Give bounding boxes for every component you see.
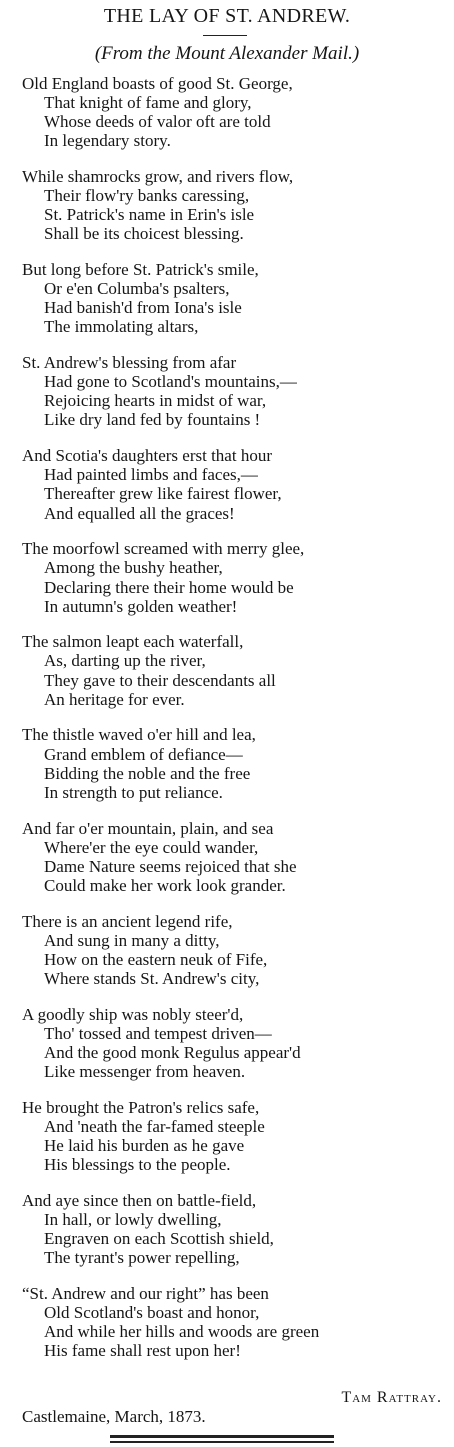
poem-line: Had painted limbs and faces,— [44, 465, 258, 485]
poem-line: His blessings to the people. [44, 1154, 231, 1174]
stanza [22, 446, 442, 522]
stanza [22, 539, 442, 615]
poem-line: Old England boasts of good St. George, [22, 74, 293, 93]
poem-line: Thereafter grew like fairest flower, [44, 484, 282, 504]
stanza [22, 260, 442, 336]
poem-line: And far o'er mountain, plain, and sea [22, 818, 274, 838]
poem-line: They gave to their descendants all [44, 670, 276, 690]
end-rule-thin [110, 1441, 334, 1443]
poem-line: Shall be its choicest blessing. [44, 224, 244, 244]
poem-line: “St. Andrew and our right” has been [22, 1283, 269, 1303]
poem-line: Tho' tossed and tempest driven— [44, 1023, 272, 1043]
poem-line: In legendary story. [44, 131, 171, 151]
poem-line: In strength to put reliance. [44, 782, 223, 802]
poem-line: The moorfowl screamed with merry glee, [22, 539, 305, 559]
poem-line: Bidding the noble and the free [44, 763, 251, 783]
poem-line: A goodly ship was nobly steer'd, [22, 1004, 244, 1024]
poem-line: The immolating altars, [44, 317, 199, 337]
poem-line: Or e'en Columba's psalters, [44, 279, 230, 299]
stanza [22, 819, 442, 895]
end-rule-thick [110, 1435, 334, 1438]
poem-line: And aye since then on battle-field, [22, 1190, 257, 1210]
poem-line: The tyrant's power repelling, [44, 1248, 240, 1268]
dateline: Castlemaine, March, 1873. [22, 1407, 206, 1426]
poem-line: There is an ancient legend rife, [22, 911, 233, 931]
poem-line: And Scotia's daughters erst that hour [22, 446, 272, 466]
poem-line: In autumn's golden weather! [44, 596, 238, 616]
poem-line: Old Scotland's boast and honor, [44, 1302, 260, 1322]
stanza [22, 1098, 442, 1174]
poem-line: Like messenger from heaven. [44, 1061, 246, 1081]
poem-line: While shamrocks grow, and rivers flow, [22, 167, 294, 187]
poem-line: And the good monk Regulus appear'd [44, 1042, 301, 1062]
poem-line: Like dry land fed by fountains ! [44, 410, 261, 430]
poem-line: St. Patrick's name in Erin's isle [44, 205, 255, 225]
poem-line: Where stands St. Andrew's city, [44, 968, 260, 988]
poem-line: Whose deeds of valor oft are told [44, 112, 271, 132]
poem-line: He laid his burden as he gave [44, 1135, 245, 1155]
poem-line: Declaring there their home would be [44, 577, 294, 597]
poem-line: Rejoicing hearts in midst of war, [44, 391, 267, 411]
poem-line: As, darting up the river, [44, 651, 206, 671]
poem-title: THE LAY OF ST. ANDREW. [103, 5, 351, 27]
stanza [22, 725, 442, 801]
stanza [22, 1005, 442, 1081]
stanza [22, 632, 442, 708]
poem-line: Had gone to Scotland's mountains,— [44, 372, 297, 392]
stanza [22, 1284, 442, 1360]
poem-line: How on the eastern neuk of Fife, [44, 949, 268, 969]
poem-line: But long before St. Patrick's smile, [22, 260, 259, 280]
poem-line: In hall, or lowly dwelling, [44, 1209, 222, 1229]
poem-line: And 'neath the far-famed steeple [44, 1116, 265, 1136]
poem-line: The salmon leapt each waterfall, [22, 632, 244, 652]
poem-line: Among the bushy heather, [44, 558, 223, 578]
poem-line: Dame Nature seems rejoiced that she [44, 856, 297, 876]
poem-line: And sung in many a ditty, [44, 930, 220, 950]
poem-line: The thistle waved o'er hill and lea, [22, 725, 256, 745]
stanza [22, 353, 442, 429]
stanza [22, 167, 442, 243]
author-signature: Tam Rattray. [341, 1389, 442, 1406]
stanza [22, 1191, 442, 1267]
poem-line: Had banish'd from Iona's isle [44, 298, 242, 318]
poem-line: Could make her work look grander. [44, 875, 286, 895]
poem-line: And equalled all the graces! [44, 503, 235, 523]
title-divider [203, 35, 247, 36]
poem-line: And while her hills and woods are green [44, 1322, 320, 1341]
stanza [22, 912, 442, 988]
poem-line: Their flow'ry banks caressing, [44, 186, 250, 206]
poem-line: Engraven on each Scottish shield, [44, 1228, 274, 1248]
source-attribution: (From the Mount Alexander Mail.) [94, 43, 360, 64]
poem-line: His fame shall rest upon her! [44, 1341, 241, 1361]
poem-line: That knight of fame and glory, [44, 93, 252, 113]
poem-body [22, 74, 442, 1377]
poem-line: Grand emblem of defiance— [44, 744, 243, 764]
stanza [22, 74, 442, 150]
poem-line: An heritage for ever. [44, 689, 185, 709]
poem-line: Where'er the eye could wander, [44, 837, 259, 857]
poem-line: St. Andrew's blessing from afar [22, 353, 237, 373]
poem-line: He brought the Patron's relics safe, [22, 1097, 260, 1117]
